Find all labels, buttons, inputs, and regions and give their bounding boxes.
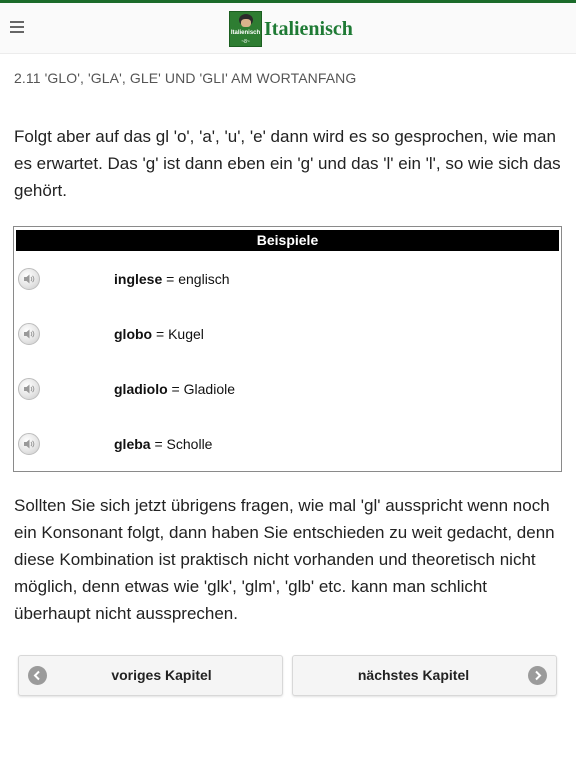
example-row: [14, 378, 561, 408]
logo-image: Italienisch ~8~: [229, 11, 262, 47]
example-word: inglese: [114, 271, 163, 287]
previous-chapter-button[interactable]: [18, 655, 283, 696]
example-separator: =: [150, 436, 167, 452]
example-word: gladiolo: [114, 381, 168, 397]
next-chapter-label: nächstes Kapitel: [357, 667, 470, 683]
section-title: 2.11 'GLO', 'GLA', GLE' UND 'GLI' AM WORTANFANG: [14, 70, 357, 86]
example-translation: Kugel: [168, 326, 204, 342]
example-translation: Scholle: [166, 436, 213, 452]
example-text: [114, 436, 212, 452]
speaker-icon[interactable]: [18, 378, 40, 400]
example-text: [114, 271, 230, 287]
example-separator: =: [152, 326, 169, 342]
example-separator: =: [162, 271, 179, 287]
example-separator: =: [167, 381, 184, 397]
speaker-icon[interactable]: [18, 323, 40, 345]
examples-table: [13, 226, 562, 472]
arrow-right-icon: [528, 666, 547, 685]
example-row: [14, 433, 561, 463]
example-text: [114, 326, 204, 342]
speaker-icon[interactable]: [18, 268, 40, 290]
speaker-icon[interactable]: [18, 433, 40, 455]
previous-chapter-label: voriges Kapitel: [111, 667, 212, 683]
example-word: gleba: [114, 436, 151, 452]
example-word: globo: [114, 326, 153, 342]
example-translation: englisch: [178, 271, 230, 287]
example-translation: Gladiole: [183, 381, 236, 397]
intro-paragraph: Folgt aber auf das gl 'o', 'a', 'u', 'e' dann wird es so gesprochen, wie man es erwartet. Das 'g' ist dann eben ein 'g' und das 'l' ein 'l', so wie sich das gehört.: [14, 127, 561, 200]
followup-paragraph: Sollten Sie sich jetzt übrigens fragen, wie mal 'gl' ausspricht wenn noch ein Konsonant folgt, dann haben Sie entschieden zu weit gedacht, denn diese Kombination ist praktisch nicht vorhanden und theoretisch nicht möglich, denn etwas wie 'glk', 'glm', 'glb' etc. kann man schlicht überhaupt nicht aussprechen.: [14, 496, 555, 623]
hamburger-menu-icon[interactable]: [10, 21, 24, 35]
examples-heading: Beispiele: [16, 230, 559, 251]
logo-text: Italienisch: [264, 17, 353, 40]
example-row: [14, 323, 561, 353]
app-header: [0, 3, 576, 54]
next-chapter-button[interactable]: [292, 655, 557, 696]
app-logo: [229, 11, 353, 47]
example-text: [114, 381, 235, 397]
example-row: [14, 268, 561, 298]
